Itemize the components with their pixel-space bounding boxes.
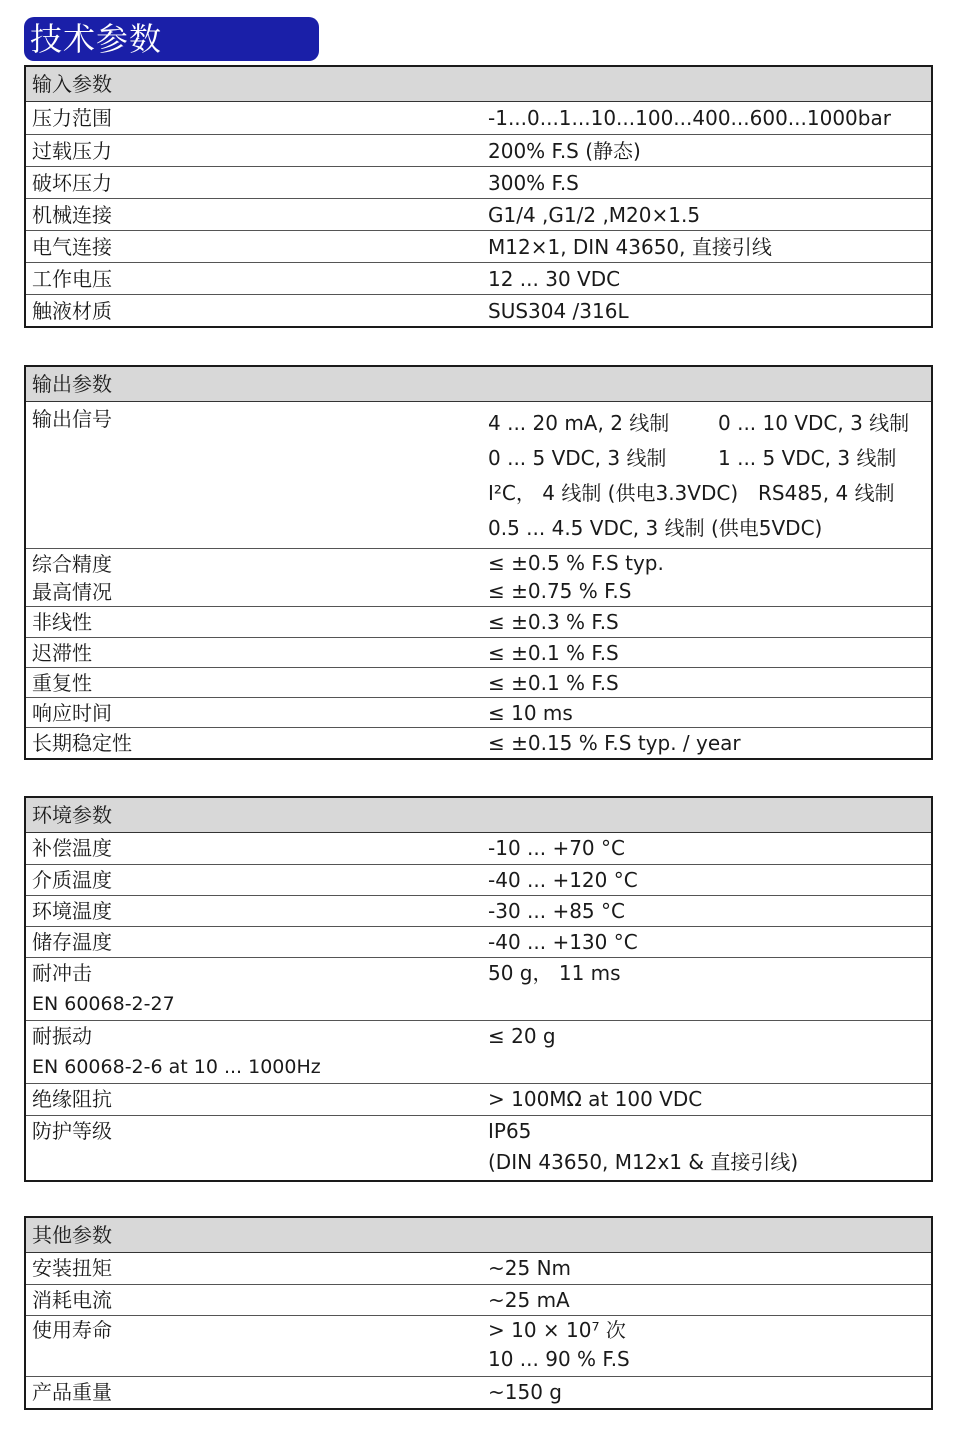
signal-option: I²C， 4 线制 (供电3.3VDC) — [488, 481, 739, 505]
table-row — [26, 895, 931, 926]
row-label: 介质温度 — [32, 868, 112, 892]
table-row — [26, 166, 931, 198]
row-label: 最高情况 — [32, 580, 112, 604]
row-value: ≤ ±0.3 % F.S — [488, 610, 619, 634]
input-params-header: 输入参数 — [26, 67, 931, 102]
signal-line — [488, 406, 931, 441]
table-row — [26, 294, 931, 326]
row-label: 重复性 — [32, 671, 92, 695]
row-label: 破坏压力 — [32, 171, 112, 195]
accuracy-row — [26, 548, 931, 606]
input-params-table — [24, 65, 933, 328]
row-value: 12 ... 30 VDC — [488, 267, 621, 291]
other-params-table — [24, 1216, 933, 1410]
row-value: -40 ... +120 °C — [488, 868, 638, 892]
row-value: > 10 × 10⁷ 次 — [488, 1318, 626, 1342]
table-row — [26, 1284, 931, 1315]
row-value: ~150 g — [488, 1380, 562, 1404]
protection-row — [26, 1115, 931, 1180]
table-row — [26, 926, 931, 957]
row-label: 长期稳定性 — [32, 731, 132, 755]
env-params-header: 环境参数 — [26, 798, 931, 833]
shock-labels — [26, 958, 482, 1020]
table-row — [26, 134, 931, 166]
row-value: IP65 — [488, 1119, 532, 1143]
env-params-table — [24, 796, 933, 1182]
row-value: ≤ 10 ms — [488, 701, 573, 725]
row-label: 环境温度 — [32, 899, 112, 923]
row-label: 产品重量 — [32, 1380, 112, 1404]
table-row — [26, 262, 931, 294]
life-row — [26, 1315, 931, 1376]
row-label: 综合精度 — [32, 552, 112, 576]
row-label: 使用寿命 — [32, 1318, 112, 1342]
table-row — [26, 102, 931, 134]
row-value: ≤ ±0.75 % F.S — [488, 579, 632, 603]
row-value: ≤ ±0.5 % F.S typ. — [488, 551, 664, 575]
protection-values — [482, 1116, 931, 1180]
row-label: 非线性 — [32, 610, 92, 634]
table-row — [26, 864, 931, 895]
row-value: -10 ... +70 °C — [488, 836, 625, 860]
signal-option: 0.5 ... 4.5 VDC, 3 线制 (供电5VDC) — [488, 516, 823, 540]
row-label: 耐振动 — [32, 1024, 92, 1048]
vibration-labels — [26, 1021, 482, 1083]
row-label: 压力范围 — [32, 106, 112, 130]
table-row — [26, 1083, 931, 1115]
row-value: 300% F.S — [488, 171, 579, 195]
row-label: 绝缘阻抗 — [32, 1087, 112, 1111]
table-row — [26, 667, 931, 697]
row-value: M12×1, DIN 43650, 直接引线 — [488, 235, 772, 259]
row-label: 消耗电流 — [32, 1288, 112, 1312]
table-row — [26, 1376, 931, 1408]
table-row — [26, 697, 931, 727]
row-value: > 100MΩ at 100 VDC — [488, 1087, 703, 1111]
row-value: ≤ ±0.1 % F.S — [488, 671, 619, 695]
shock-row — [26, 957, 931, 1020]
row-value: ≤ ±0.15 % F.S typ. / year — [488, 731, 741, 755]
row-label: 储存温度 — [32, 930, 112, 954]
row-sublabel: EN 60068-2-6 at 10 ... 1000Hz — [32, 1056, 321, 1078]
signal-line — [488, 511, 931, 546]
signal-option: 4 ... 20 mA, 2 线制 — [488, 411, 670, 435]
row-label: 补偿温度 — [32, 836, 112, 860]
row-value: G1/4 ,G1/2 ,M20×1.5 — [488, 203, 701, 227]
accuracy-labels — [26, 549, 482, 606]
page-title: 技术参数 — [24, 17, 319, 61]
signal-option: RS485, 4 线制 — [758, 481, 895, 505]
table-row — [26, 637, 931, 667]
signal-option: 1 ... 5 VDC, 3 线制 — [718, 446, 897, 470]
row-value: ≤ 20 g — [488, 1024, 556, 1048]
row-value: -1...0...1...10...100...400...600...1000bar — [488, 106, 891, 130]
row-value: ~25 Nm — [488, 1256, 572, 1280]
vibration-row — [26, 1020, 931, 1083]
row-value: (DIN 43650, M12x1 & 直接引线) — [488, 1150, 799, 1174]
accuracy-values — [482, 549, 931, 606]
row-label: 防护等级 — [32, 1119, 112, 1143]
row-value: 10 ... 90 % F.S — [488, 1347, 630, 1371]
row-value: SUS304 /316L — [488, 299, 629, 323]
row-label: 耐冲击 — [32, 961, 92, 985]
table-row — [26, 606, 931, 637]
signal-option: 0 ... 10 VDC, 3 线制 — [718, 411, 910, 435]
row-label: 机械连接 — [32, 203, 112, 227]
row-value: 50 g， 11 ms — [488, 961, 621, 985]
row-label: 过载压力 — [32, 139, 112, 163]
row-label: 电气连接 — [32, 235, 112, 259]
table-row — [26, 230, 931, 262]
row-value: -30 ... +85 °C — [488, 899, 625, 923]
row-label: 响应时间 — [32, 701, 112, 725]
table-row — [26, 833, 931, 864]
table-row — [26, 1253, 931, 1284]
row-label: 迟滞性 — [32, 641, 92, 665]
table-row — [26, 727, 931, 758]
signal-line — [488, 476, 931, 511]
row-value: ~25 mA — [488, 1288, 570, 1312]
signal-option: 0 ... 5 VDC, 3 线制 — [488, 446, 667, 470]
output-params-table — [24, 365, 933, 760]
row-value: -40 ... +130 °C — [488, 930, 638, 954]
row-label: 安装扭矩 — [32, 1256, 112, 1280]
output-params-header: 输出参数 — [26, 367, 931, 402]
other-params-header: 其他参数 — [26, 1218, 931, 1253]
output-signal-values — [482, 402, 931, 548]
life-values — [482, 1316, 931, 1376]
signal-line — [488, 441, 931, 476]
row-sublabel: EN 60068-2-27 — [32, 993, 175, 1015]
row-label: 触液材质 — [32, 299, 112, 323]
row-value: 200% F.S (静态) — [488, 139, 641, 163]
table-row — [26, 198, 931, 230]
row-value: ≤ ±0.1 % F.S — [488, 641, 619, 665]
output-signal-row — [26, 402, 931, 548]
row-label: 工作电压 — [32, 267, 112, 291]
row-label: 输出信号 — [32, 407, 112, 431]
